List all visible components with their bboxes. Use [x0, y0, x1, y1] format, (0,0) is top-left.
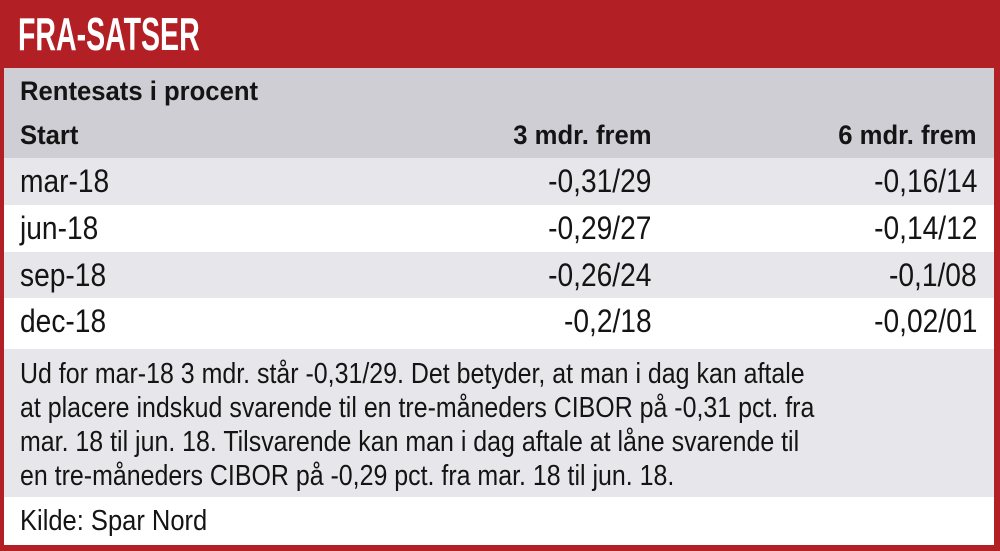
subtitle-row	[4, 68, 994, 113]
note-line-2: at placere indskud svarende til en tre-måneders CIBOR på -0,31 pct. fra	[20, 392, 815, 424]
cell-6mdr: -0,14/12	[873, 210, 977, 246]
page-title: FRA-SATSER	[18, 8, 200, 60]
cell-start: mar-18	[20, 163, 110, 199]
cell-start: jun-18	[20, 210, 99, 246]
note-line-4: en tre-måneders CIBOR på -0,29 pct. fra mar. 18 til jun. 18.	[20, 460, 675, 492]
cell-3mdr: -0,29/27	[548, 210, 652, 246]
table-row-sep-18	[4, 252, 994, 298]
cell-start: dec-18	[20, 303, 107, 339]
cell-3mdr: -0,31/29	[548, 163, 652, 199]
table-row-jun-18	[4, 205, 994, 252]
column-header-3mdr: 3 mdr. frem	[513, 120, 652, 150]
cell-3mdr: -0,26/24	[548, 257, 652, 293]
title-bar	[0, 0, 1000, 68]
source-credit: Kilde: Spar Nord	[4, 497, 994, 545]
explanation-note	[4, 349, 994, 497]
table-header-block	[4, 68, 994, 158]
column-header-start: Start	[20, 120, 79, 150]
table-row-dec-18	[4, 298, 994, 345]
note-line-3: mar. 18 til jun. 18. Tilsvarende kan man i dag aftale at låne svarende til	[20, 426, 800, 458]
column-header-6mdr: 6 mdr. frem	[838, 120, 977, 150]
cell-3mdr: -0,2/18	[563, 303, 652, 339]
note-line-1: Ud for mar-18 3 mdr. står -0,31/29. Det betyder, at man i dag kan aftale	[20, 358, 805, 390]
cell-6mdr: -0,02/01	[873, 303, 977, 339]
cell-6mdr: -0,1/08	[889, 257, 977, 293]
table-subtitle: Rentesats i procent	[20, 76, 259, 106]
table-row-mar-18	[4, 158, 994, 205]
column-header-row	[4, 113, 994, 158]
cell-6mdr: -0,16/14	[873, 163, 977, 199]
cell-start: sep-18	[20, 257, 107, 293]
